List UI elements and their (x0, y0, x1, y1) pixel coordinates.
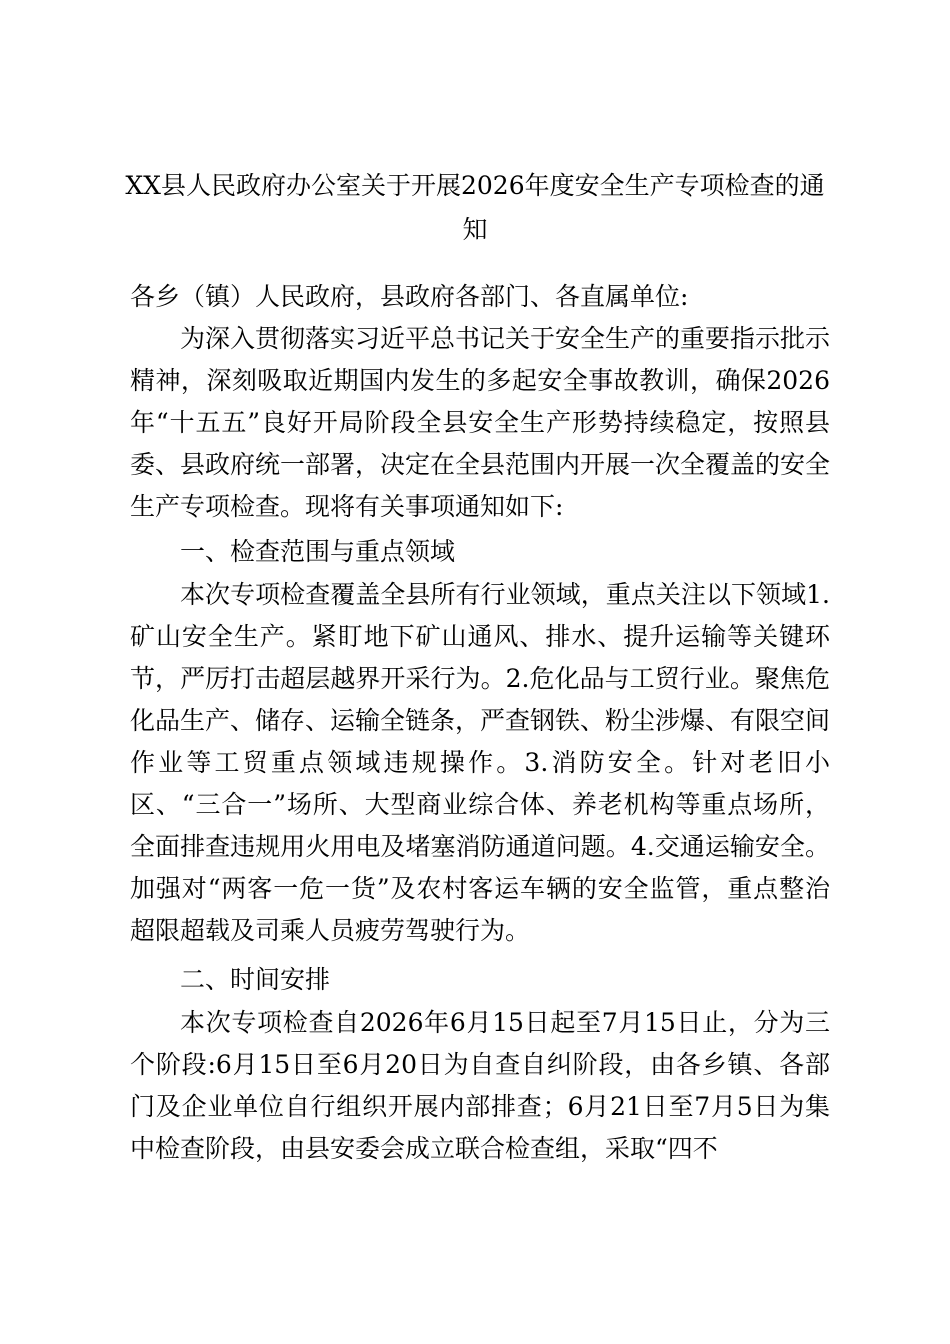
document-title-line-2: 知 (462, 215, 488, 244)
salutation: 各乡（镇）人民政府，县政府各部门、各直属单位: (130, 282, 689, 311)
document-title-line-1: XX县人民政府办公室关于开展2026年度安全生产专项检查的通 (125, 171, 825, 200)
intro-paragraph: 为深入贯彻落实习近平总书记关于安全生产的重要指示批示精神，深刻吸取近期国内发生的多起安全事故教训，确保2026年“十五五”良好开局阶段全县安全生产形势持续稳定，按照县委、县政府统一部署，决定在全县范围内开展一次全覆盖的安全生产专项检查。现将有关事项通知如下: (130, 324, 831, 521)
section-1-body: 本次专项检查覆盖全县所有行业领域，重点关注以下领域1.矿山安全生产。紧盯地下矿山通风、排水、提升运输等关键环节，严厉打击超层越界开采行为。2.危化品与工贸行业。聚焦危化品生产、储存、运输全链条，严查钢铁、粉尘涉爆、有限空间作业等工贸重点领域违规操作。3.消防安全。针对老旧小区、“三合一”场所、大型商业综合体、养老机构等重点场所，全面排查违规用火用电及堵塞消防通道问题。4.交通运输安全。加强对“两客一危一货”及农村客运车辆的安全监管，重点整治超限超载及司乘人员疲劳驾驶行为。 (130, 580, 831, 945)
section-1-heading: 一、检查范围与重点领域 (180, 537, 456, 566)
section-2-heading: 二、时间安排 (180, 965, 331, 994)
section-2-body: 本次专项检查自2026年6月15日起至7月15日止，分为三个阶段:6月15日至6月20日为自查自纠阶段，由各乡镇、各部门及企业单位自行组织开展内部排查；6月21日至7月5日为集中检查阶段，由县安委会成立联合检查组，采取“四不 (130, 1008, 830, 1163)
